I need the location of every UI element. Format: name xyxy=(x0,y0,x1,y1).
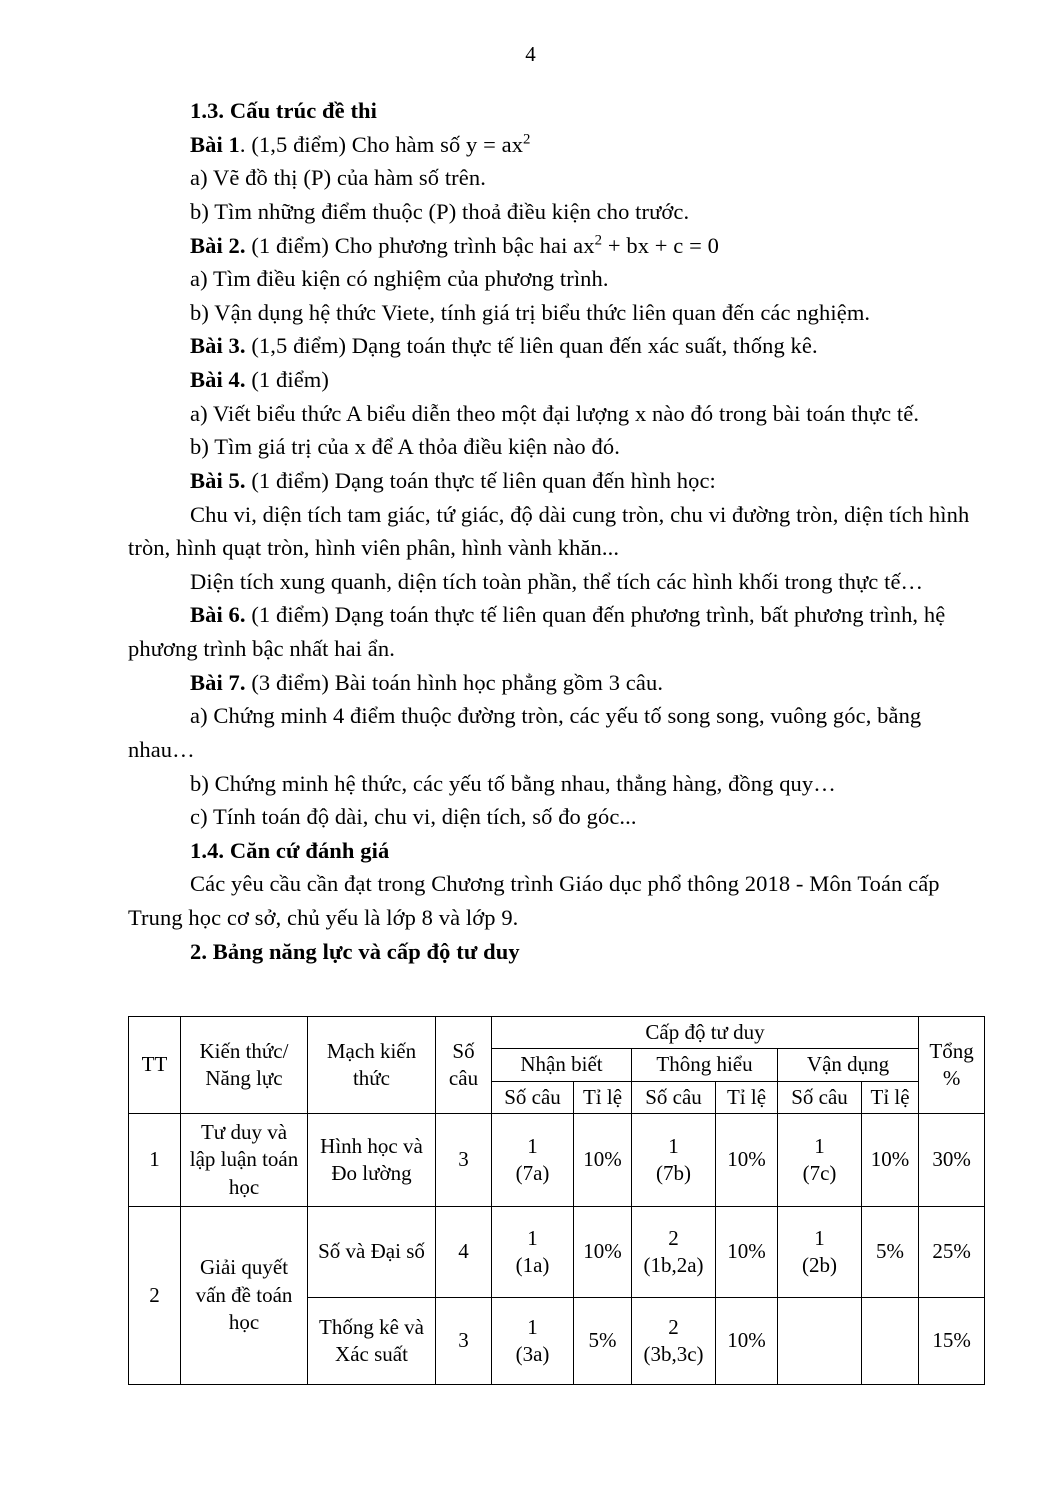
row-3-nb-count: 1 xyxy=(527,1314,538,1339)
row-1-nb-so-cau xyxy=(492,1113,574,1206)
header-kien-thuc-line2: Năng lực xyxy=(205,1065,283,1090)
competency-matrix-table-wrapper xyxy=(128,1016,984,1385)
bai-5-body-1: Chu vi, diện tích tam giác, tứ giác, độ dài cung tròn, chu vi đường tròn, diện tích hình tròn, hình quạt tròn, hình viên phân, hình vành khăn... xyxy=(128,501,970,561)
bai-6-label: Bài 6. xyxy=(190,602,246,628)
row-2-so-cau: 4 xyxy=(436,1206,492,1297)
row-1-vd-so-cau xyxy=(778,1113,862,1206)
bai-7-item-b: b) Chứng minh hệ thức, các yếu tố bằng nhau, thẳng hàng, đồng quy… xyxy=(190,770,836,796)
heading-2: 2. Bảng năng lực và cấp độ tư duy xyxy=(190,938,520,964)
header-tong-line1: Tổng xyxy=(929,1038,974,1063)
row-2-nang-luc-line3: học xyxy=(228,1310,260,1335)
row-1-mach-line1: Hình học và xyxy=(320,1133,423,1158)
row-1-nang-luc-line1: Tư duy và xyxy=(200,1119,288,1144)
bai-4-item-a: a) Viết biểu thức A biểu diễn theo một đại lượng x nào đó trong bài toán thực tế. xyxy=(190,400,920,426)
bai-1-item-a: a) Vẽ đồ thị (P) của hàm số trên. xyxy=(190,165,486,191)
header-tong-line2: % xyxy=(942,1065,961,1090)
header-cap-do-tu-duy: Cấp độ tư duy xyxy=(492,1017,919,1049)
heading-1-4-body: Các yêu cầu cần đạt trong Chương trình Giáo dục phổ thông 2018 - Môn Toán cấp Trung học cơ sở, chủ yếu là lớp 8 và lớp 9. xyxy=(128,871,940,930)
row-2-tong: 25% xyxy=(919,1206,985,1297)
bai-7-label: Bài 7. xyxy=(190,669,246,695)
row-2-mach: Số và Đại số xyxy=(308,1206,436,1297)
row-2-th-so-cau xyxy=(632,1206,716,1297)
bai-7-item-c: c) Tính toán độ dài, chu vi, diện tích, số đo góc... xyxy=(190,804,637,830)
header-so-cau-line2: câu xyxy=(448,1065,479,1090)
header-mach-line2: thức xyxy=(352,1065,391,1090)
row-1-th-so-cau xyxy=(632,1113,716,1206)
bai-5-text: (1 điểm) Dạng toán thực tế liên quan đến hình học: xyxy=(245,467,716,493)
bai-1-label: Bài 1 xyxy=(190,131,240,157)
row-2-nang-luc-line1: Giải quyết xyxy=(199,1255,289,1280)
heading-1-3: 1.3. Cấu trúc đề thi xyxy=(190,98,377,123)
header-thong-hieu: Thông hiểu xyxy=(632,1049,778,1081)
row-3-th-so-cau xyxy=(632,1297,716,1384)
header-so-cau xyxy=(436,1017,492,1114)
header-th-so-cau: Số câu xyxy=(632,1081,716,1113)
table-head xyxy=(129,1017,985,1114)
bai-1-line xyxy=(128,128,986,162)
bai-3-line xyxy=(128,329,986,363)
row-3-tong: 15% xyxy=(919,1297,985,1384)
bai-6-line xyxy=(128,598,986,665)
header-mach-kien-thuc xyxy=(308,1017,436,1114)
header-kien-thuc-line1: Kiến thức/ xyxy=(199,1038,289,1063)
page-number: 4 xyxy=(525,42,536,66)
row-3-mach-line2: Xác suất xyxy=(335,1341,408,1366)
row-3-mach xyxy=(308,1297,436,1384)
row-1-nang-luc-line2: lập luận toán xyxy=(189,1147,299,1172)
table-row xyxy=(129,1206,985,1297)
header-nhan-biet: Nhận biết xyxy=(492,1049,632,1081)
row-1-nb-ref: (7a) xyxy=(515,1160,550,1185)
bai-2-text-b: + bx + c = 0 xyxy=(602,232,719,258)
heading-1-4: 1.4. Căn cứ đánh giá xyxy=(190,837,390,863)
row-2-vd-count: 1 xyxy=(814,1225,825,1250)
bai-2-label: Bài 2. xyxy=(190,232,246,258)
bai-5-line xyxy=(128,464,986,498)
row-2-tt: 2 xyxy=(129,1206,181,1384)
header-th-ti-le: Tỉ lệ xyxy=(716,1081,778,1113)
header-nb-so-cau: Số câu xyxy=(492,1081,574,1113)
row-1-nb-count: 1 xyxy=(527,1133,538,1158)
row-1-tt: 1 xyxy=(129,1113,181,1206)
row-1-nang-luc xyxy=(181,1113,308,1206)
row-1-so-cau: 3 xyxy=(436,1113,492,1206)
header-tong xyxy=(919,1017,985,1114)
row-1-nb-ti-le: 10% xyxy=(574,1113,632,1206)
table-body xyxy=(129,1113,985,1384)
bai-6-text: (1 điểm) Dạng toán thực tế liên quan đến phương trình, bất phương trình, hệ phương trình bậc nhất hai ẩn. xyxy=(128,602,946,661)
bai-2-line xyxy=(128,229,986,263)
bai-1-text: . (1,5 điểm) Cho hàm số y = ax xyxy=(239,131,524,157)
row-3-nb-so-cau xyxy=(492,1297,574,1384)
bai-4-line xyxy=(128,363,986,397)
bai-5-label: Bài 5. xyxy=(190,467,246,493)
row-3-th-count: 2 xyxy=(668,1314,679,1339)
row-1-mach-line2: Đo lường xyxy=(331,1160,412,1185)
competency-matrix-table xyxy=(128,1016,985,1385)
bai-1-item-b: b) Tìm những điểm thuộc (P) thoả điều kiện cho trước. xyxy=(190,198,690,224)
header-row-1 xyxy=(129,1017,985,1049)
row-2-nang-luc-line2: vấn đề toán xyxy=(195,1282,293,1307)
row-3-nb-ti-le: 5% xyxy=(574,1297,632,1384)
bai-3-text: (1,5 điểm) Dạng toán thực tế liên quan đến xác suất, thống kê. xyxy=(245,333,818,359)
row-3-nb-ref: (3a) xyxy=(515,1341,550,1366)
row-3-th-ti-le: 10% xyxy=(716,1297,778,1384)
row-2-vd-so-cau xyxy=(778,1206,862,1297)
row-3-mach-line1: Thống kê và xyxy=(319,1314,424,1339)
table-row xyxy=(129,1113,985,1206)
row-3-vd-so-cau xyxy=(778,1297,862,1384)
bai-3-label: Bài 3. xyxy=(190,333,246,359)
row-1-th-ref: (7b) xyxy=(656,1160,691,1185)
row-1-vd-count: 1 xyxy=(814,1133,825,1158)
header-vd-ti-le: Tỉ lệ xyxy=(862,1081,919,1113)
bai-7-line xyxy=(128,666,986,700)
row-2-nb-so-cau xyxy=(492,1206,574,1297)
header-tt: TT xyxy=(129,1017,181,1114)
bai-2-text-a: (1 điểm) Cho phương trình bậc hai ax xyxy=(245,232,595,258)
row-1-th-ti-le: 10% xyxy=(716,1113,778,1206)
row-3-th-ref: (3b,3c) xyxy=(643,1341,704,1366)
bai-7-item-a: a) Chứng minh 4 điểm thuộc đường tròn, các yếu tố song song, vuông góc, bằng nhau… xyxy=(128,703,922,762)
row-1-tong: 30% xyxy=(919,1113,985,1206)
row-2-nb-ti-le: 10% xyxy=(574,1206,632,1297)
row-1-vd-ti-le: 10% xyxy=(862,1113,919,1206)
header-mach-line1: Mạch kiến xyxy=(326,1038,417,1063)
row-1-mach xyxy=(308,1113,436,1206)
row-2-th-count: 2 xyxy=(668,1225,679,1250)
row-2-nang-luc xyxy=(181,1206,308,1384)
row-2-th-ref: (1b,2a) xyxy=(643,1252,704,1277)
row-2-vd-ti-le: 5% xyxy=(862,1206,919,1297)
bai-2-superscript: 2 xyxy=(594,232,603,248)
row-1-th-count: 1 xyxy=(668,1133,679,1158)
bai-4-text: (1 điểm) xyxy=(245,367,329,392)
header-so-cau-line1: Số xyxy=(452,1038,475,1063)
row-2-vd-ref: (2b) xyxy=(802,1252,837,1277)
header-nb-ti-le: Tỉ lệ xyxy=(574,1081,632,1113)
bai-4-label: Bài 4. xyxy=(190,367,246,392)
bai-4-item-b: b) Tìm giá trị của x để A thỏa điều kiện nào đó. xyxy=(190,434,620,460)
row-2-nb-count: 1 xyxy=(527,1225,538,1250)
row-1-vd-ref: (7c) xyxy=(802,1160,837,1185)
row-3-so-cau: 3 xyxy=(436,1297,492,1384)
bai-2-item-b: b) Vận dụng hệ thức Viete, tính giá trị biểu thức liên quan đến các nghiệm. xyxy=(190,299,871,325)
row-2-nb-ref: (1a) xyxy=(515,1252,550,1277)
bai-2-item-a: a) Tìm điều kiện có nghiệm của phương trình. xyxy=(190,266,609,292)
row-3-vd-ti-le xyxy=(862,1297,919,1384)
bai-7-text: (3 điểm) Bài toán hình học phẳng gồm 3 câu. xyxy=(245,669,664,695)
header-vd-so-cau: Số câu xyxy=(778,1081,862,1113)
bai-1-superscript: 2 xyxy=(523,131,531,148)
header-van-dung: Vận dụng xyxy=(778,1049,919,1081)
document-body xyxy=(128,94,986,968)
row-1-nang-luc-line3: học xyxy=(228,1174,260,1199)
row-2-th-ti-le: 10% xyxy=(716,1206,778,1297)
header-kien-thuc xyxy=(181,1017,308,1114)
bai-5-body-2: Diện tích xung quanh, diện tích toàn phần, thể tích các hình khối trong thực tế… xyxy=(190,568,924,594)
